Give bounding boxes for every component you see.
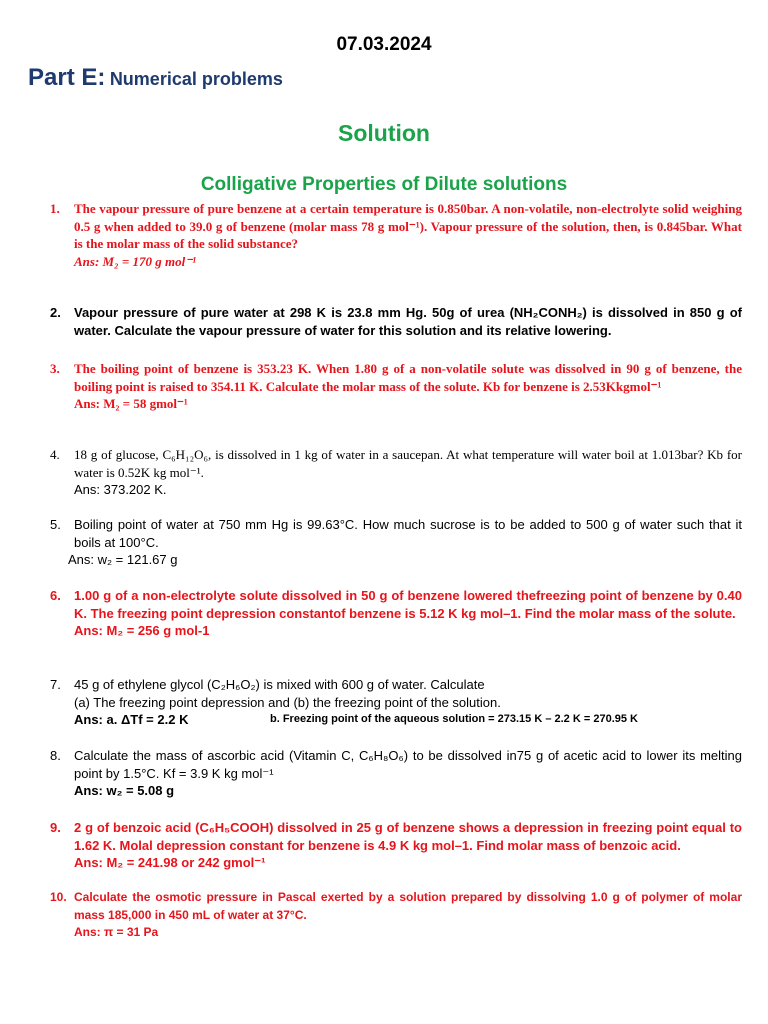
part-title: Numerical problems <box>109 69 283 89</box>
document-date: 07.03.2024 <box>336 34 432 55</box>
question-text: 1.00 g of a non-electrolyte solute dissolved in 50 g of benzene lowered thefreezing point of benzene by 0.40 K. The freezing point depression constantof benzene is 5.12 K kg mol–1. Find the molar mass of the solute. <box>74 588 742 621</box>
question-5 <box>50 516 742 569</box>
question-9 <box>50 819 742 872</box>
answer: Ans: M₂ = 58 gmol⁻¹ <box>74 396 188 411</box>
question-text: Calculate the mass of ascorbic acid (Vitamin C, C₆H₈O₆) to be dissolved in75 g of acetic acid to lower its melting point by 1.5°C. Kf = 3.9 K kg mol⁻¹ <box>74 748 742 781</box>
question-text: 45 g of ethylene glycol (C₂H₆O₂) is mixed with 600 g of water. Calculate <box>74 677 485 692</box>
answer: Ans: M₂ = 256 g mol-1 <box>74 623 210 638</box>
question-number: 10. <box>50 890 67 904</box>
answer: Ans: 373.202 K. <box>74 482 167 497</box>
answer-b: b. Freezing point of the aqueous solution = 273.15 K – 2.2 K = 270.95 K <box>270 713 638 725</box>
question-2 <box>50 304 742 339</box>
question-text: The vapour pressure of pure benzene at a certain temperature is 0.850bar. A non-volatile, non-electrolyte solid weighing 0.5 g when added to 39.0 g of benzene (molar mass 78 g mol⁻¹). Vapour pressure of the solution, then, is 0.845bar. What is the molar mass of the solid substance? <box>74 201 742 251</box>
question-text: Vapour pressure of pure water at 298 K is 23.8 mm Hg. 50g of urea (NH₂CONH₂) is dissolved in 850 g of water. Calculate the vapour pressure of water for this solution and its relative lowering. <box>74 305 742 338</box>
question-6 <box>50 587 742 640</box>
question-number: 9. <box>50 820 61 835</box>
question-number: 2. <box>50 305 61 320</box>
answer: Ans: w₂ = 121.67 g <box>68 552 178 567</box>
part-heading <box>28 64 283 92</box>
question-text: Boiling point of water at 750 mm Hg is 99.63°C. How much sucrose is to be added to 500 g of water such that it boils at 100°C. <box>74 517 742 550</box>
question-8 <box>50 747 742 800</box>
question-1 <box>50 200 742 270</box>
question-7 <box>50 676 742 729</box>
answer: Ans: M₂ = 241.98 or 242 gmol⁻¹ <box>74 855 266 870</box>
question-number: 6. <box>50 588 61 603</box>
question-text: Calculate the osmotic pressure in Pascal exerted by a solution prepared by dissolving 1.0 g of polymer of molar mass 185,000 in 450 mL of water at 37°C. <box>74 890 742 922</box>
answer <box>74 711 742 729</box>
question-number: 5. <box>50 517 61 532</box>
section-title: Solution <box>338 120 430 146</box>
question-number: 3. <box>50 361 60 376</box>
question-subparts: (a) The freezing point depression and (b) the freezing point of the solution. <box>74 694 501 710</box>
part-label: Part E: <box>28 64 106 91</box>
question-4 <box>50 446 742 499</box>
subsection-title: Colligative Properties of Dilute solutions <box>200 174 568 195</box>
answer: Ans: w₂ = 5.08 g <box>74 783 175 798</box>
question-number: 1. <box>50 201 60 216</box>
answer: Ans: M₂ = 170 g mol⁻¹ <box>74 253 197 269</box>
question-text: 18 g of glucose, C₆H₁₂O₆, is dissolved in 1 kg of water in a saucepan. At what temperature will water boil at 1.013bar? Kb for water is 0.52K kg mol⁻¹. <box>74 447 742 480</box>
question-text: 2 g of benzoic acid (C₆H₅COOH) dissolved in 25 g of benzene shows a depression in freezing point equal to 1.62 K. Molal depression constant for benzene is 4.9 K kg mol–1. Find molar mass of benzoic acid. <box>74 820 742 853</box>
question-10 <box>50 889 742 942</box>
question-text: The boiling point of benzene is 353.23 K. When 1.80 g of a non-volatile solute was dissolved in 90 g of benzene, the boiling point is raised to 354.11 K. Calculate the molar mass of the solute. Kb for benzene is 2.53Kkgmol⁻¹ <box>74 361 742 394</box>
question-number: 7. <box>50 677 61 692</box>
question-3 <box>50 360 742 413</box>
answer: Ans: π = 31 Pa <box>74 925 159 939</box>
question-number: 4. <box>50 447 60 462</box>
answer-a: Ans: a. ΔTf = 2.2 K <box>74 712 189 727</box>
question-number: 8. <box>50 748 61 763</box>
